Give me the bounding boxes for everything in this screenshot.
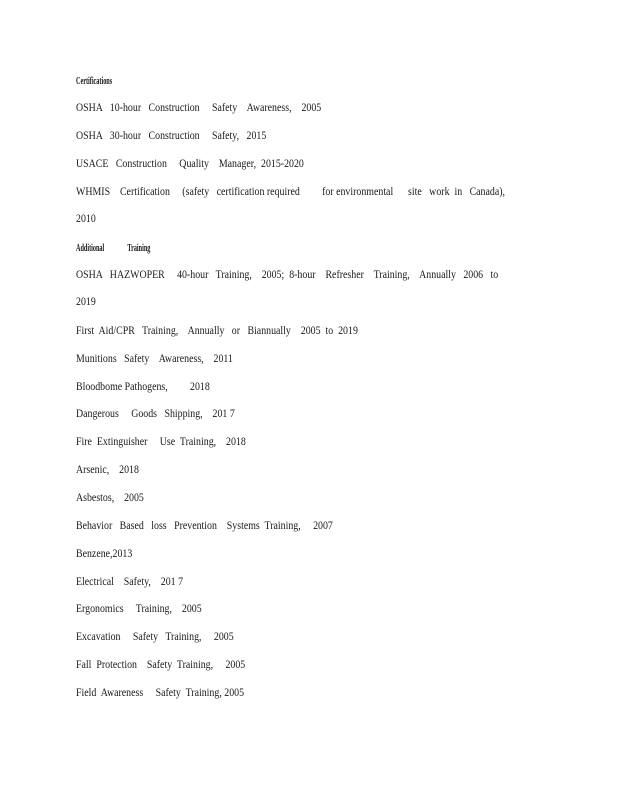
training-line: Behavior Based loss Prevention Systems Training, 2007: [76, 520, 333, 532]
certification-line: WHMIS Certification (safety certification required for environmental site work in Canada),: [76, 186, 505, 198]
training-line: Bloodbome Pathogens, 2018: [76, 381, 210, 393]
training-line: OSHA HAZWOPER 40-hour Training, 2005; 8-hour Refresher Training, Annually 2006 to: [76, 269, 499, 281]
training-line: Arsenic, 2018: [76, 464, 139, 476]
certification-line-continued: 2010: [76, 213, 96, 225]
training-line: Electrical Safety, 201 7: [76, 576, 184, 588]
certification-line: USACE Construction Quality Manager, 2015-2020: [76, 158, 304, 170]
training-line: Benzene,2013: [76, 548, 133, 560]
training-line: Fire Extinguisher Use Training, 2018: [76, 436, 246, 448]
certification-line: OSHA 30-hour Construction Safety, 2015: [76, 130, 267, 142]
training-line: Dangerous Goods Shipping, 201 7: [76, 408, 235, 420]
training-line-continued: 2019: [76, 296, 96, 308]
training-line: Fall Protection Safety Training, 2005: [76, 659, 246, 671]
training-line: Excavation Safety Training, 2005: [76, 631, 234, 643]
training-line: First Aid/CPR Training, Annually or Biannually 2005 to 2019: [76, 325, 358, 337]
certification-line: OSHA 10-hour Construction Safety Awareness, 2005: [76, 102, 322, 114]
training-line: Field Awareness Safety Training, 2005: [76, 687, 245, 699]
training-line: Asbestos, 2005: [76, 492, 144, 504]
additional-training-heading: Additional Training: [76, 243, 151, 254]
certifications-heading: Certifications: [76, 76, 113, 87]
training-line: Ergonomics Training, 2005: [76, 603, 202, 615]
training-line: Munitions Safety Awareness, 2011: [76, 353, 233, 365]
